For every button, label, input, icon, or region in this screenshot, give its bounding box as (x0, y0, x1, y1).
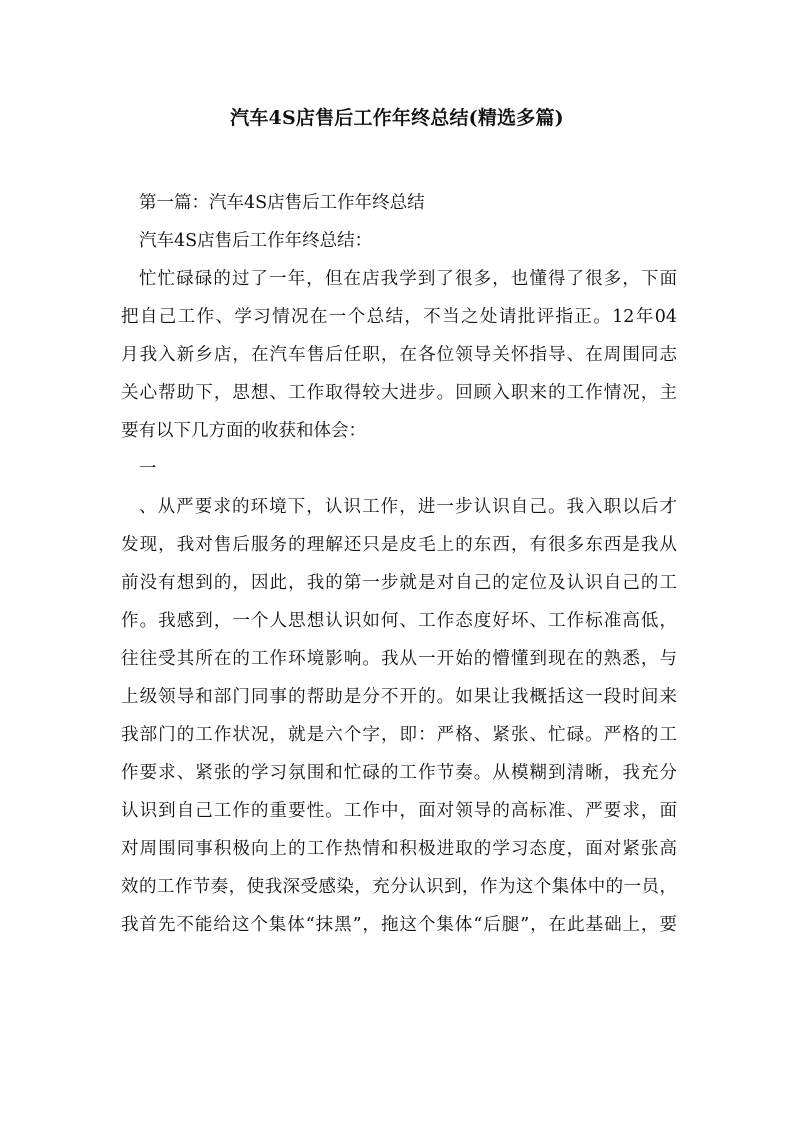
paragraph-line: 、从严要求的环境下，认识工作，进一步认识自己。我入职以后才 (139, 497, 677, 517)
paragraph-line: 关心帮助下，思想、工作取得较大进步。回顾入职来的工作情况，主 (121, 383, 677, 403)
paragraph-line: 上级领导和部门同事的帮助是分不开的。如果让我概括这一段时间来 (121, 687, 677, 707)
paragraph-line: 我部门的工作状况，就是六个字，即：严格、紧张、忙碌。严格的工 (121, 725, 677, 745)
paragraph-line: 往往受其所在的工作环境影响。我从一开始的懵懂到现在的熟悉，与 (121, 649, 677, 669)
paragraph-line: 前没有想到的，因此，我的第一步就是对自己的定位及认识自己的工 (121, 573, 677, 593)
paragraph-line: 把自己工作、学习情况在一个总结，不当之处请批评指正。12年04 (121, 307, 677, 327)
subheading: 汽车4S店售后工作年终总结： (139, 231, 373, 251)
document-body (121, 184, 677, 944)
paragraph-line: 我首先不能给这个集体“抹黑”，拖这个集体“后腿”，在此基础上，要 (121, 915, 677, 935)
paragraph-line: 认识到自己工作的重要性。工作中，面对领导的高标准、严要求，面 (121, 801, 677, 821)
paragraph-line: 作要求、紧张的学习氛围和忙碌的工作节奏。从模糊到清晰，我充分 (121, 763, 677, 783)
paragraph-line: 效的工作节奏，使我深受感染，充分认识到，作为这个集体中的一员， (121, 877, 677, 897)
paragraph-line: 发现，我对售后服务的理解还只是皮毛上的东西，有很多东西是我从 (121, 535, 677, 555)
document-title: 汽车4S店售后工作年终总结(精选多篇) (230, 107, 564, 129)
section-heading: 第一篇：汽车4S店售后工作年终总结 (139, 193, 425, 213)
paragraph-line: 要有以下几方面的收获和体会： (121, 421, 366, 441)
paragraph-line: 对周围同事积极向上的工作热情和积极进取的学习态度，面对紧张高 (121, 839, 677, 859)
paragraph-line: 忙忙碌碌的过了一年，但在店我学到了很多，也懂得了很多，下面 (139, 269, 677, 289)
paragraph-line: 作。我感到，一个人思想认识如何、工作态度好坏、工作标准高低， (121, 611, 677, 631)
list-numeral: 一 (139, 459, 157, 479)
paragraph-line: 月我入新乡店，在汽车售后任职，在各位领导关怀指导、在周围同志 (121, 345, 677, 365)
